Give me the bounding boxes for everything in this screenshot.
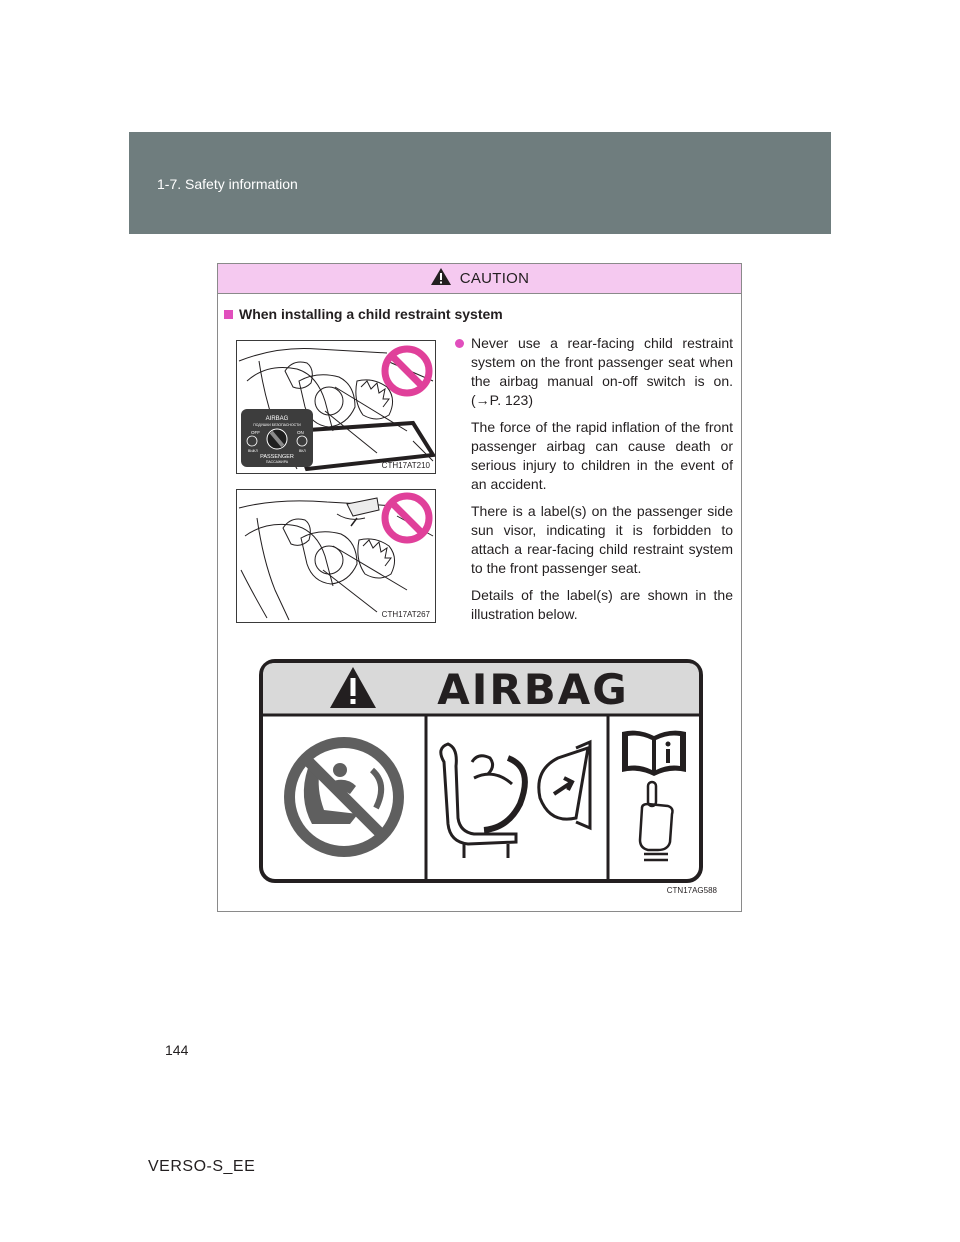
paragraph-2: The force of the rapid inflation of the front passenger airbag can cause death or serious injury to children in the event of an accident. [471, 419, 733, 492]
bullet-item [455, 334, 733, 410]
header-band [129, 132, 831, 234]
switch-subtitle: ПОДУШКИ БЕЗОПАСНОСТИ [253, 423, 301, 427]
airbag-warning-label [258, 658, 704, 889]
illustration-sun-visor [236, 489, 436, 623]
switch-passenger-ru-label: ПАССАЖИРА [265, 460, 289, 464]
round-bullet-icon [455, 339, 464, 348]
switch-on-ru-label: ВКЛ [299, 449, 306, 453]
warning-triangle-icon [430, 267, 452, 286]
no-rear-facing-child-seat-icon [284, 737, 404, 857]
prohibition-icon [385, 496, 429, 540]
prohibition-icon [385, 349, 429, 393]
square-bullet-icon [224, 310, 233, 319]
read-manual-icon [622, 731, 686, 776]
caution-header [218, 264, 741, 294]
caution-box [217, 263, 742, 912]
figure-code-2: CTH17AT267 [381, 610, 430, 619]
subheading [224, 306, 503, 322]
page-number: 144 [165, 1042, 189, 1058]
bullet-1-text: Never use a rear-facing child restraint system on the front passenger seat when the airbag manual on-off switch is on. (→P. 123) [471, 335, 733, 408]
model-code: VERSO-S_EE [148, 1158, 256, 1175]
switch-passenger-label: PASSENGER [260, 454, 294, 460]
paragraph-3: There is a label(s) on the passenger side sun visor, indicating it is forbidden to attach a rear-facing child restraint system to the front passenger seat. [471, 503, 733, 576]
switch-on-label: ON [297, 430, 304, 435]
paragraph-4: Details of the label(s) are shown in the illustration below. [471, 587, 733, 622]
rear-facing-seat-with-switch-drawing [237, 341, 435, 473]
figure-code-1: CTH17AT210 [381, 461, 430, 470]
rear-facing-seat-with-visor-drawing [237, 490, 435, 622]
caution-title: CAUTION [459, 270, 530, 287]
subheading-text: When installing a child restraint system [239, 306, 503, 322]
figure-code-label: CTN17AG588 [666, 886, 717, 895]
airbag-word: AIRBAG [437, 665, 629, 714]
caution-text [455, 334, 733, 632]
switch-off-label: OFF [251, 430, 260, 435]
illustration-airbag-switch [236, 340, 436, 474]
section-title: 1-7. Safety information [157, 176, 298, 192]
switch-off-ru-label: ВЫКЛ [248, 449, 258, 453]
switch-title: AIRBAG [265, 416, 289, 422]
